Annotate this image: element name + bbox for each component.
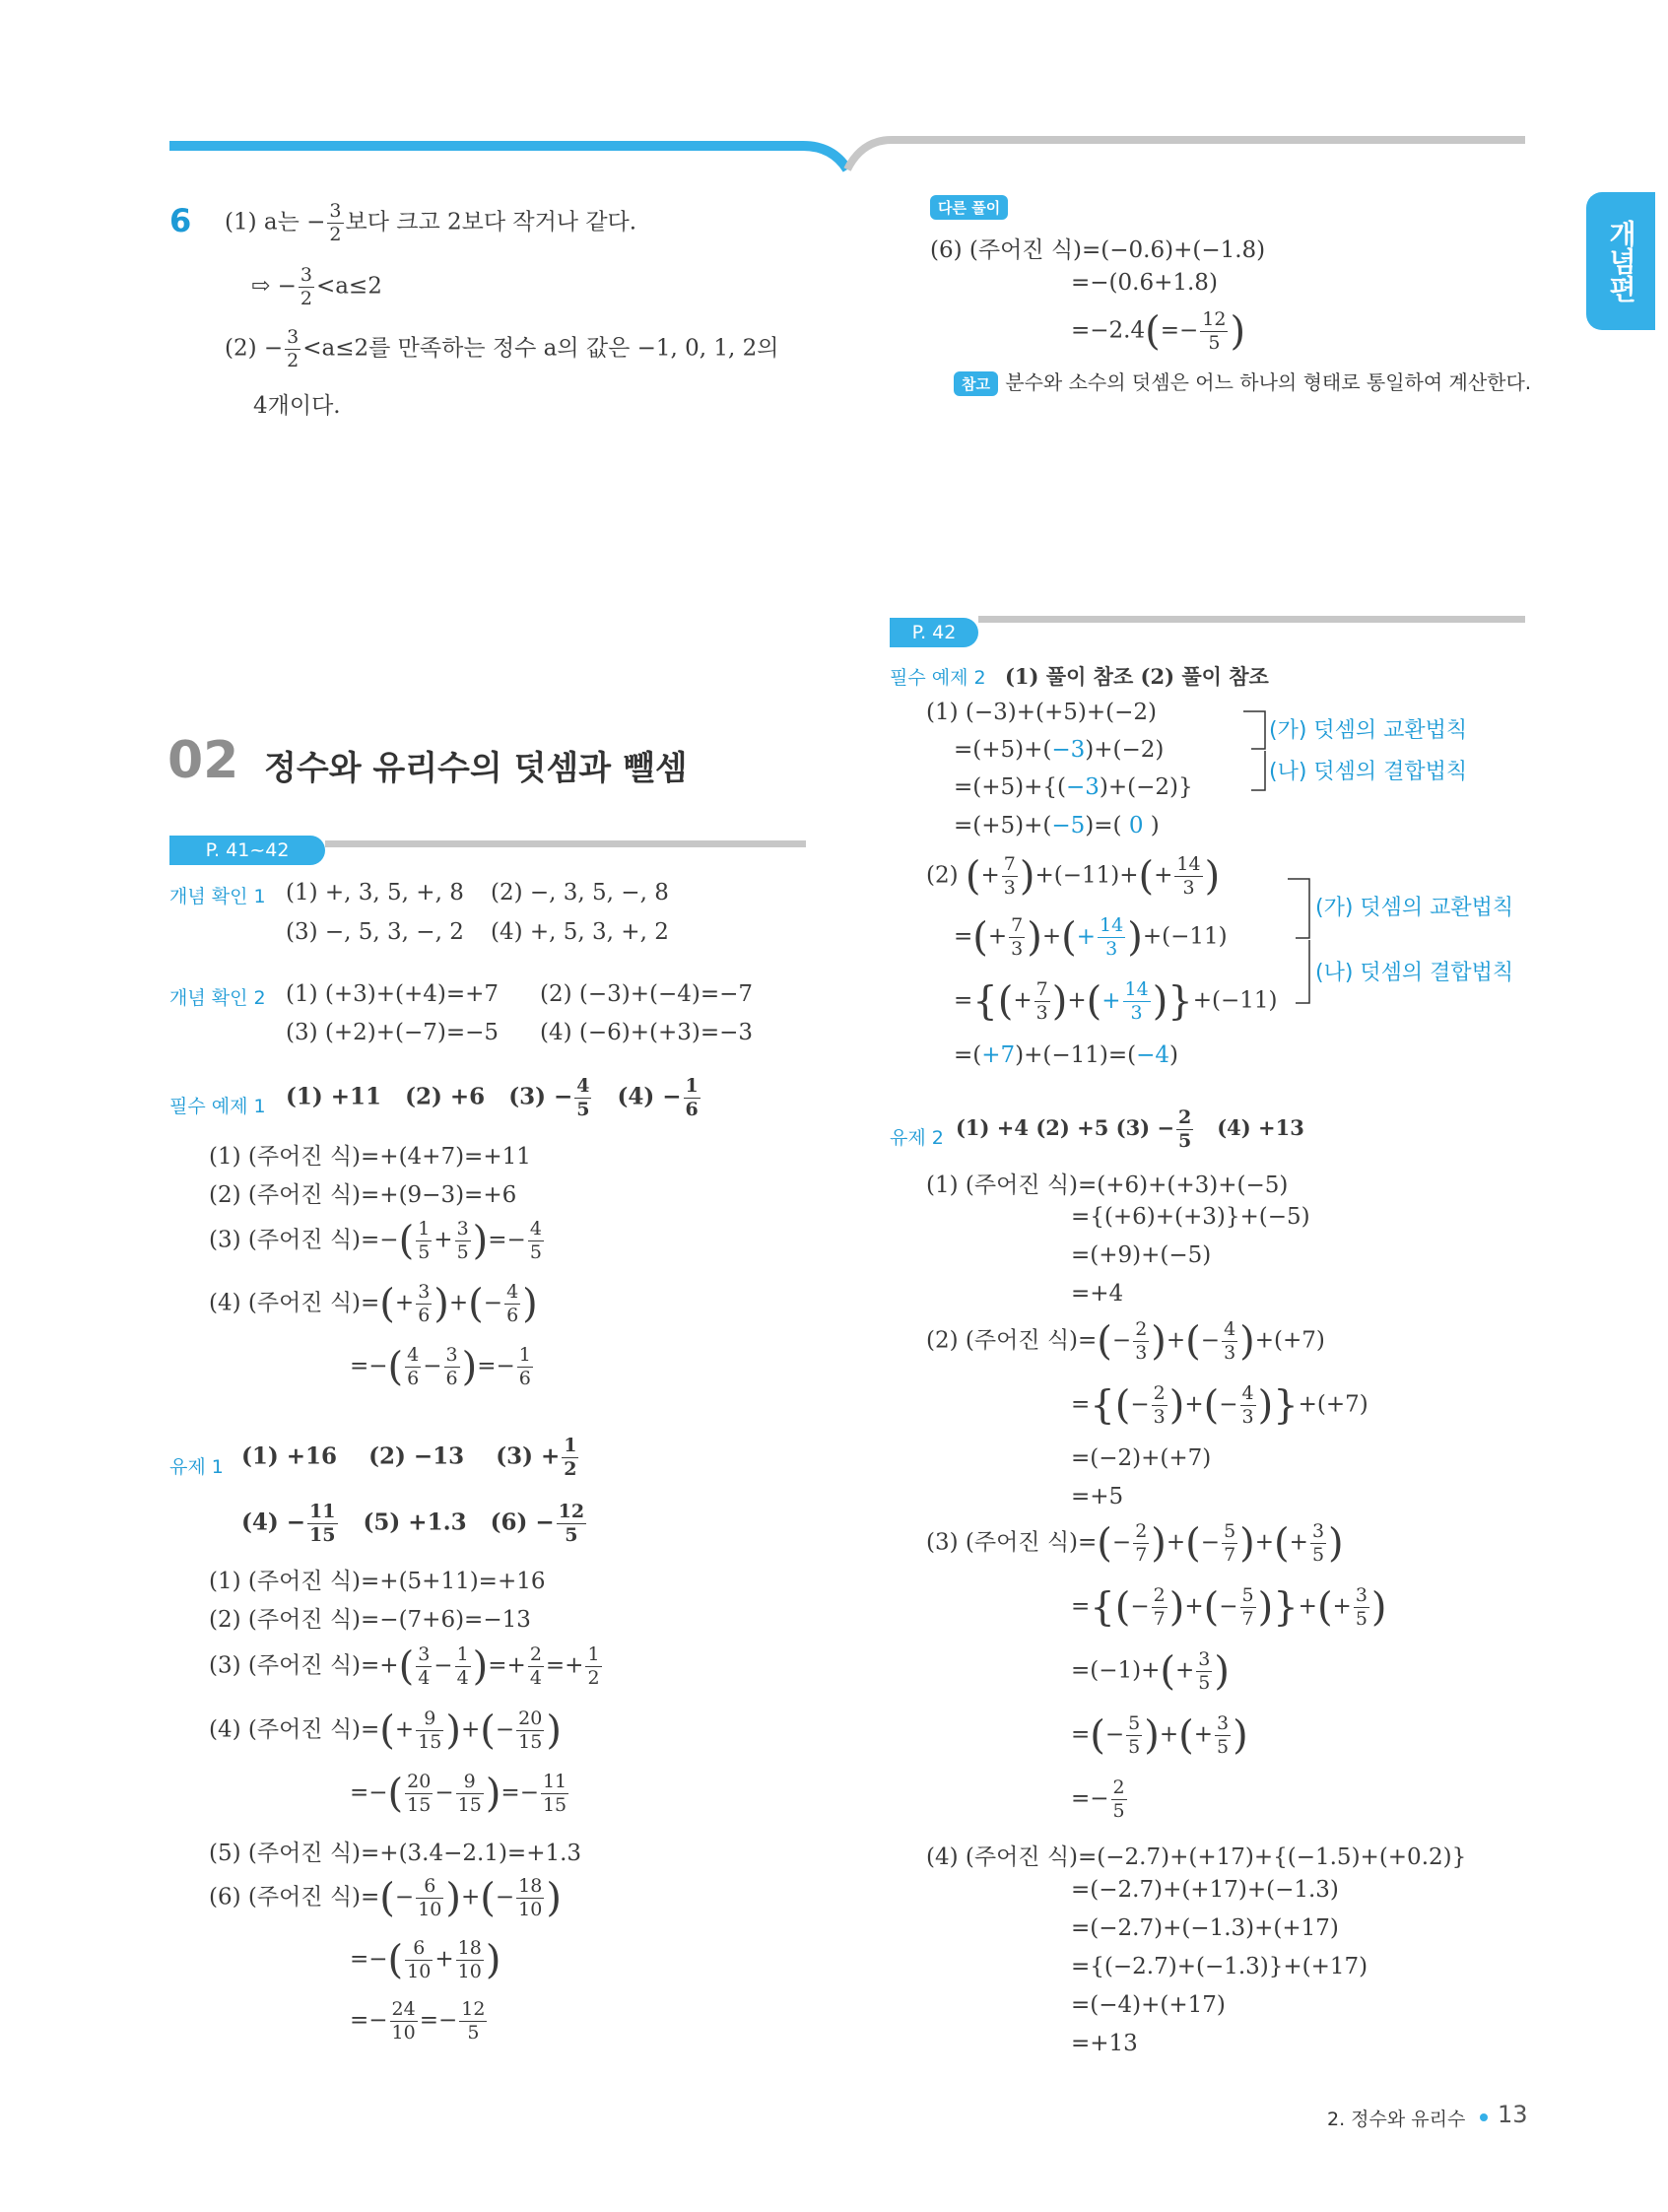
alt-l2: =−(0.6+1.8) — [1071, 270, 1218, 296]
ye2-s1-3: =(+9)+(−5) — [1071, 1242, 1212, 1268]
ex2-p1-ann-a: (가) 덧셈의 교환법칙 — [1269, 718, 1468, 743]
concept1-r1a: (1) +, 3, 5, +, 8 — [286, 880, 464, 905]
ex2-p2-l3: ={(+ $\frac{7}{3}$ )+(+ $\frac{14}{3}$ )}+(−11) — [954, 978, 1278, 1025]
concept1-r1b: (2) −, 3, 5, −, 8 — [491, 880, 669, 905]
ye1-s1: (1) (주어진 식)=+(5+11)=+16 — [209, 1569, 546, 1594]
ex2-p1-l4: =(+5)+(−5)=( 0 ) — [954, 813, 1160, 838]
page-tab-right: P. 42 — [890, 618, 978, 647]
ye1-s3: (3) (주어진 식)=+( $\frac{3}{4}$ − $\frac{1}{4}$ )=+ $\frac{2}{4}$ =+ $\frac{1}{2}$ — [209, 1643, 600, 1690]
ye1-s4b: =−( $\frac{20}{15}$ − $\frac{9}{15}$ )=− $\frac{11}{15}$ — [350, 1771, 567, 1817]
ye2-s4-4: ={(−2.7)+(−1.3)}+(+17) — [1071, 1954, 1368, 1979]
ex1-s4: (4) (주어진 식)=(+ $\frac{3}{6}$ )+(− $\frac{4}{6}$ ) — [209, 1281, 538, 1327]
ye1-s6c: =− $\frac{24}{10}$ =− $\frac{12}{5}$ — [350, 1998, 486, 2044]
ye2-s3-5: =− $\frac{2}{5}$ — [1071, 1776, 1125, 1822]
ye2-answers: (1) +4 (2) +5 (3) − $\frac{2}{5}$ (4) +13 — [956, 1106, 1304, 1152]
ye2-s4-2: =(−2.7)+(+17)+(−1.3) — [1071, 1877, 1339, 1903]
tab-rule-right — [978, 616, 1525, 623]
ye1-s2: (2) (주어진 식)=−(7+6)=−13 — [209, 1607, 531, 1633]
ex2-answers: (1) 풀이 참조 (2) 풀이 참조 — [1005, 664, 1269, 689]
ex2-p1-l2: =(+5)+(−3)+(−2) — [954, 737, 1165, 763]
ye1-s6b: =−( $\frac{6}{10}$ + $\frac{18}{10}$ ) — [350, 1937, 501, 1983]
ex2-p2-brackets — [1286, 877, 1315, 1015]
footer-page: 13 — [1498, 2101, 1528, 2128]
problem6-line2: ⇨ − $\frac{3}{2}$ <a≤2 — [251, 264, 382, 309]
ex1-label: 필수 예제 1 — [169, 1096, 266, 1117]
concept1-r2a: (3) −, 5, 3, −, 2 — [286, 919, 464, 945]
alt-l3: =−2.4(=− $\frac{12}{5}$ ) — [1071, 308, 1246, 355]
ex1-s4b: =−( $\frac{4}{6}$ − $\frac{3}{6}$ )=− $\frac{1}{6}$ — [350, 1344, 531, 1390]
ye2-s2-3: =(−2)+(+7) — [1071, 1445, 1212, 1471]
ex2-label: 필수 예제 2 — [890, 667, 986, 689]
ye2-label: 유제 2 — [890, 1127, 944, 1149]
ex1-s2: (2) (주어진 식)=+(9−3)=+6 — [209, 1182, 517, 1208]
ye1-s6: (6) (주어진 식)=(− $\frac{6}{10}$ )+(− $\frac{18}{10}$ ) — [209, 1875, 562, 1921]
footer-chapter: 2. 정수와 유리수 — [1327, 2109, 1466, 2130]
ex2-p1-brackets — [1241, 709, 1271, 798]
ex2-p1-l1: (1) (−3)+(+5)+(−2) — [926, 700, 1157, 725]
header-bar — [0, 0, 1668, 187]
concept2-r1b: (2) (−3)+(−4)=−7 — [540, 981, 754, 1007]
problem-number: 6 — [169, 202, 192, 239]
problem6-line4: 4개이다. — [253, 393, 341, 419]
problem6-line3: (2) − $\frac{3}{2}$ <a≤2를 만족하는 정수 a의 값은 −1, 0, 1, 2의 — [225, 326, 779, 371]
ye2-s3-3: =(−1)+(+ $\frac{3}{5}$ ) — [1071, 1648, 1230, 1695]
ye2-s4-6: =+13 — [1071, 2031, 1138, 2056]
ye1-answers-1: (1) +16 (2) −13 (3) + $\frac{1}{2}$ — [241, 1435, 577, 1480]
page-tab-left: P. 41~42 — [169, 836, 325, 865]
ex1-s1: (1) (주어진 식)=+(4+7)=+11 — [209, 1144, 531, 1170]
ye2-s3-2: ={(− $\frac{2}{7}$ )+(− $\frac{5}{7}$ )}+(+ $\frac{3}{5}$ ) — [1071, 1584, 1387, 1631]
concept1-label: 개념 확인 1 — [169, 886, 266, 907]
ye1-s5: (5) (주어진 식)=+(3.4−2.1)=+1.3 — [209, 1841, 582, 1866]
concept2-label: 개념 확인 2 — [169, 987, 266, 1009]
section-number: 02 — [167, 731, 239, 790]
ye2-s4-1: (4) (주어진 식)=(−2.7)+(+17)+{(−1.5)+(+0.2)} — [926, 1844, 1467, 1870]
section-title: 정수와 유리수의 덧셈과 뺄셈 — [264, 749, 688, 788]
ye2-s2-1: (2) (주어진 식)=(− $\frac{2}{3}$ )+(− $\frac{4}{3}$ )+(+7) — [926, 1318, 1325, 1365]
ye2-s2-4: =+5 — [1071, 1484, 1124, 1509]
ex2-p2-l4: =(+7)+(−11)=(−4) — [954, 1042, 1179, 1068]
concept2-r1a: (1) (+3)+(+4)=+7 — [286, 981, 500, 1007]
ex2-p2-ann-b: (나) 덧셈의 결합법칙 — [1315, 961, 1514, 985]
ex2-p2-l1: (2) (+ $\frac{7}{3}$ )+(−11)+(+ $\frac{14}{3}$ ) — [926, 853, 1221, 900]
alt-note: 참고 분수와 소수의 덧셈은 어느 하나의 형태로 통일하여 계산한다. — [954, 367, 1531, 396]
ye1-label: 유제 1 — [169, 1456, 224, 1478]
ye2-s4-5: =(−4)+(+17) — [1071, 1992, 1226, 2018]
ye2-s3-1: (3) (주어진 식)=(− $\frac{2}{7}$ )+(− $\frac{5}{7}$ )+(+ $\frac{3}{5}$ ) — [926, 1520, 1344, 1567]
ex2-p1-l3: =(+5)+{(−3)+(−2)} — [954, 774, 1193, 800]
alt-badge: 다른 풀이 — [930, 193, 1008, 220]
ye1-s4: (4) (주어진 식)=(+ $\frac{9}{15}$ )+(− $\frac{20}{15}$ ) — [209, 1708, 562, 1754]
alt-l1: (6) (주어진 식)=(−0.6)+(−1.8) — [930, 237, 1266, 263]
ye2-s3-4: =(− $\frac{5}{5}$ )+(+ $\frac{3}{5}$ ) — [1071, 1712, 1248, 1759]
ye2-s1-2: ={(+6)+(+3)}+(−5) — [1071, 1204, 1310, 1230]
concept1-r2b: (4) +, 5, 3, +, 2 — [491, 919, 669, 945]
concept2-r2a: (3) (+2)+(−7)=−5 — [286, 1020, 500, 1045]
ex1-answers: (1) +11 (2) +6 (3) − $\frac{4}{5}$ (4) − $\frac{1}{6}$ — [286, 1075, 699, 1120]
ex1-s3: (3) (주어진 식)=−( $\frac{1}{5}$ + $\frac{3}{5}$ )=− $\frac{4}{5}$ — [209, 1218, 542, 1264]
ex2-p2-ann-a: (가) 덧셈의 교환법칙 — [1315, 896, 1514, 920]
ye2-s4-3: =(−2.7)+(−1.3)+(+17) — [1071, 1915, 1339, 1941]
footer-dot — [1480, 2113, 1488, 2121]
tab-rule-left — [325, 840, 806, 847]
ye2-s1-1: (1) (주어진 식)=(+6)+(+3)+(−5) — [926, 1173, 1289, 1198]
ye2-s2-2: ={(− $\frac{2}{3}$ )+(− $\frac{4}{3}$ )}+(+7) — [1071, 1382, 1368, 1429]
side-tab[interactable]: 개념편 — [1586, 192, 1655, 330]
problem6-line1: (1) a는 − $\frac{3}{2}$ 보다 크고 2보다 작거나 같다. — [225, 200, 637, 245]
concept2-r2b: (4) (−6)+(+3)=−3 — [540, 1020, 754, 1045]
ye1-answers-2: (4) − $\frac{11}{15}$ (5) +1.3 (6) − $\frac{12}{5}$ — [241, 1501, 585, 1546]
ex2-p1-ann-b: (나) 덧셈의 결합법칙 — [1269, 760, 1468, 784]
ye2-s1-4: =+4 — [1071, 1281, 1124, 1307]
ex2-p2-l2: =(+ $\frac{7}{3}$ )+(+ $\frac{14}{3}$ )+(−11) — [954, 914, 1228, 961]
